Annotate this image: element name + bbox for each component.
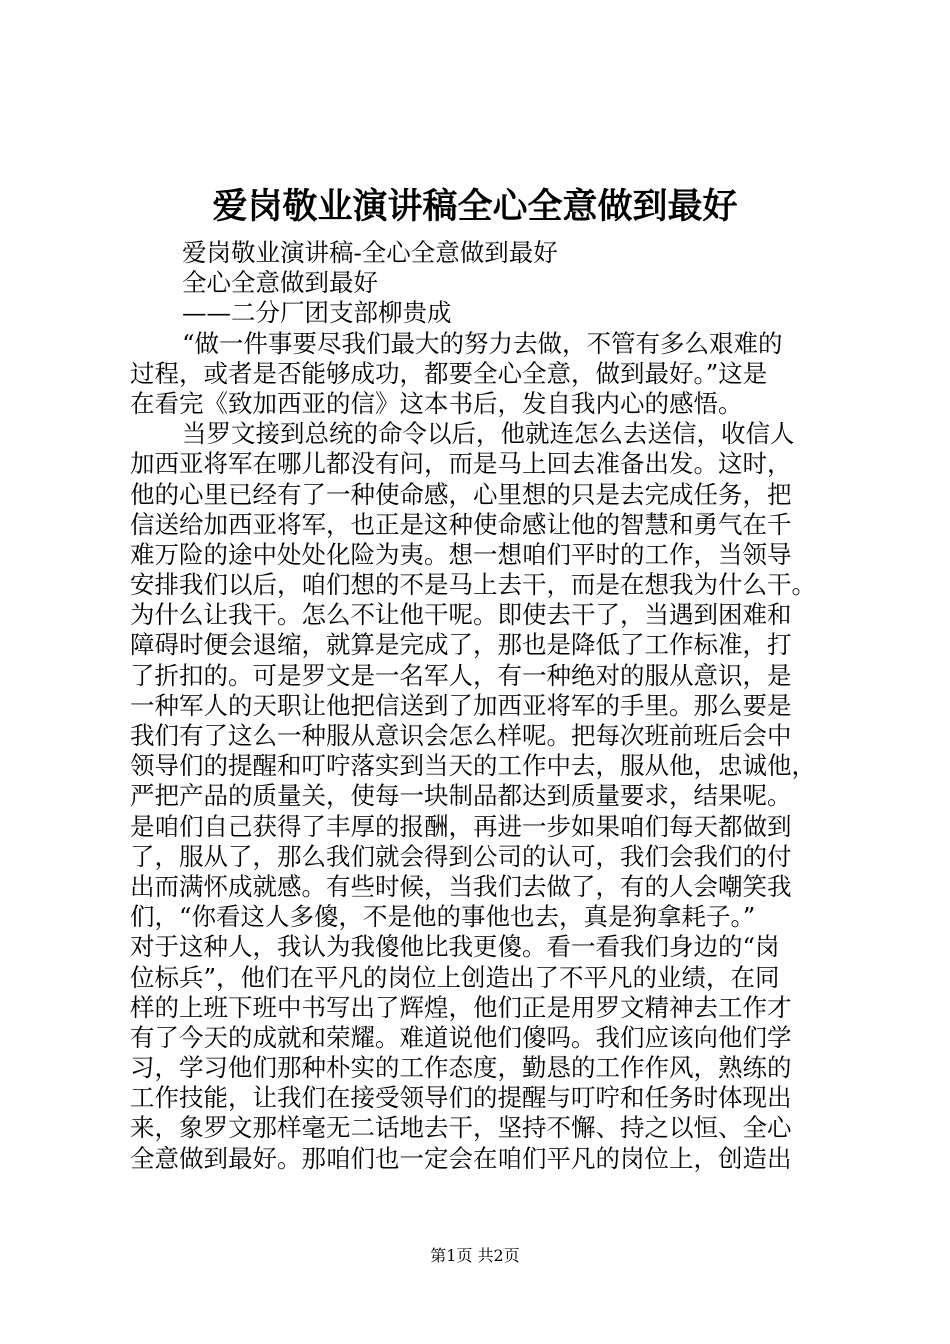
paragraph-line: 他的心里已经有了一种使命感，心里想的只是去完成任务，把 [130, 479, 792, 509]
author-line: ——二分厂团支部柳贵成 [182, 298, 452, 328]
paragraph-line: 加西亚将军在哪儿都没有问，而是马上回去准备出发。这时， [130, 449, 792, 479]
paragraph-line: 了折扣的。可是罗文是一名军人，有一种绝对的服从意识，是 [130, 660, 792, 690]
paragraph-line: 领导们的提醒和叮咛落实到当天的工作中去，服从他，忠诚他， [130, 751, 816, 781]
subtitle-line: 全心全意做到最好 [182, 268, 378, 298]
paragraph-line: 为什么让我干。怎么不让他干呢。即使去干了，当遇到困难和 [130, 600, 792, 630]
paragraph-line: 一种军人的天职让他把信送到了加西亚将军的手里。那么要是 [130, 690, 792, 720]
paragraph-line: 工作技能，让我们在接受领导们的提醒与叮咛和任务时体现出 [130, 1083, 792, 1113]
paragraph-line: 出而满怀成就感。有些时候，当我们去做了，有的人会嘲笑我 [130, 871, 792, 901]
paragraph-line: 了，服从了，那么我们就会得到公司的认可，我们会我们的付 [130, 841, 792, 871]
paragraph-line: 是咱们自己获得了丰厚的报酬，再进一步如果咱们每天都做到 [130, 811, 792, 841]
paragraph-line: 障碍时便会退缩，就算是完成了，那也是降低了工作标准，打 [130, 630, 792, 660]
paragraph-line: 过程，或者是否能够成功，都要全心全意，做到最好。”这是 [130, 358, 768, 388]
paragraph-line: 在看完《致加西亚的信》这本书后，发自我内心的感悟。 [130, 388, 743, 418]
paragraph-line: 们，“你看这人多傻，不是他的事他也去，真是狗拿耗子。” [130, 902, 756, 932]
paragraph-line: 安排我们以后，咱们想的不是马上去干，而是在想我为什么干。 [130, 570, 816, 600]
paragraph-line: 难万险的途中处处化险为夷。想一想咱们平时的工作，当领导 [130, 539, 792, 569]
page-number: 第1页 共2页 [430, 1246, 520, 1265]
document-title: 爱岗敬业演讲稿全心全意做到最好 [212, 186, 738, 227]
paragraph-line: “做一件事要尽我们最大的努力去做，不管有多么艰难的 [182, 328, 783, 358]
paragraph-line: 信送给加西亚将军，也正是这种使命感让他的智慧和勇气在千 [130, 509, 792, 539]
paragraph-line: 我们有了这么一种服从意识会怎么样呢。把每次班前班后会中 [130, 721, 792, 750]
paragraph-line: 来，象罗文那样毫无二话地去干，坚持不懈、持之以恒、全心 [130, 1113, 792, 1143]
paragraph-line: 全意做到最好。那咱们也一定会在咱们平凡的岗位上，创造出 [130, 1143, 792, 1173]
paragraph-line: 对于这种人，我认为我傻他比我更傻。看一看我们身边的“岗 [130, 932, 780, 962]
paragraph-line: 位标兵”，他们在平凡的岗位上创造出了不平凡的业绩，在同 [130, 962, 780, 992]
paragraph-line: 当罗文接到总统的命令以后，他就连怎么去送信，收信人 [182, 419, 795, 449]
paragraph-line: 严把产品的质量关，使每一块制品都达到质量要求，结果呢。 [130, 781, 792, 811]
paragraph-line: 习，学习他们那种朴实的工作态度，勤恳的工作作风，熟练的 [130, 1053, 792, 1083]
subtitle-line: 爱岗敬业演讲稿-全心全意做到最好 [182, 238, 558, 267]
paragraph-line: 样的上班下班中书写出了辉煌，他们正是用罗文精神去工作才 [130, 992, 792, 1022]
document-body [130, 238, 830, 1174]
paragraph-line: 有了今天的成就和荣耀。难道说他们傻吗。我们应该向他们学 [130, 1022, 792, 1052]
